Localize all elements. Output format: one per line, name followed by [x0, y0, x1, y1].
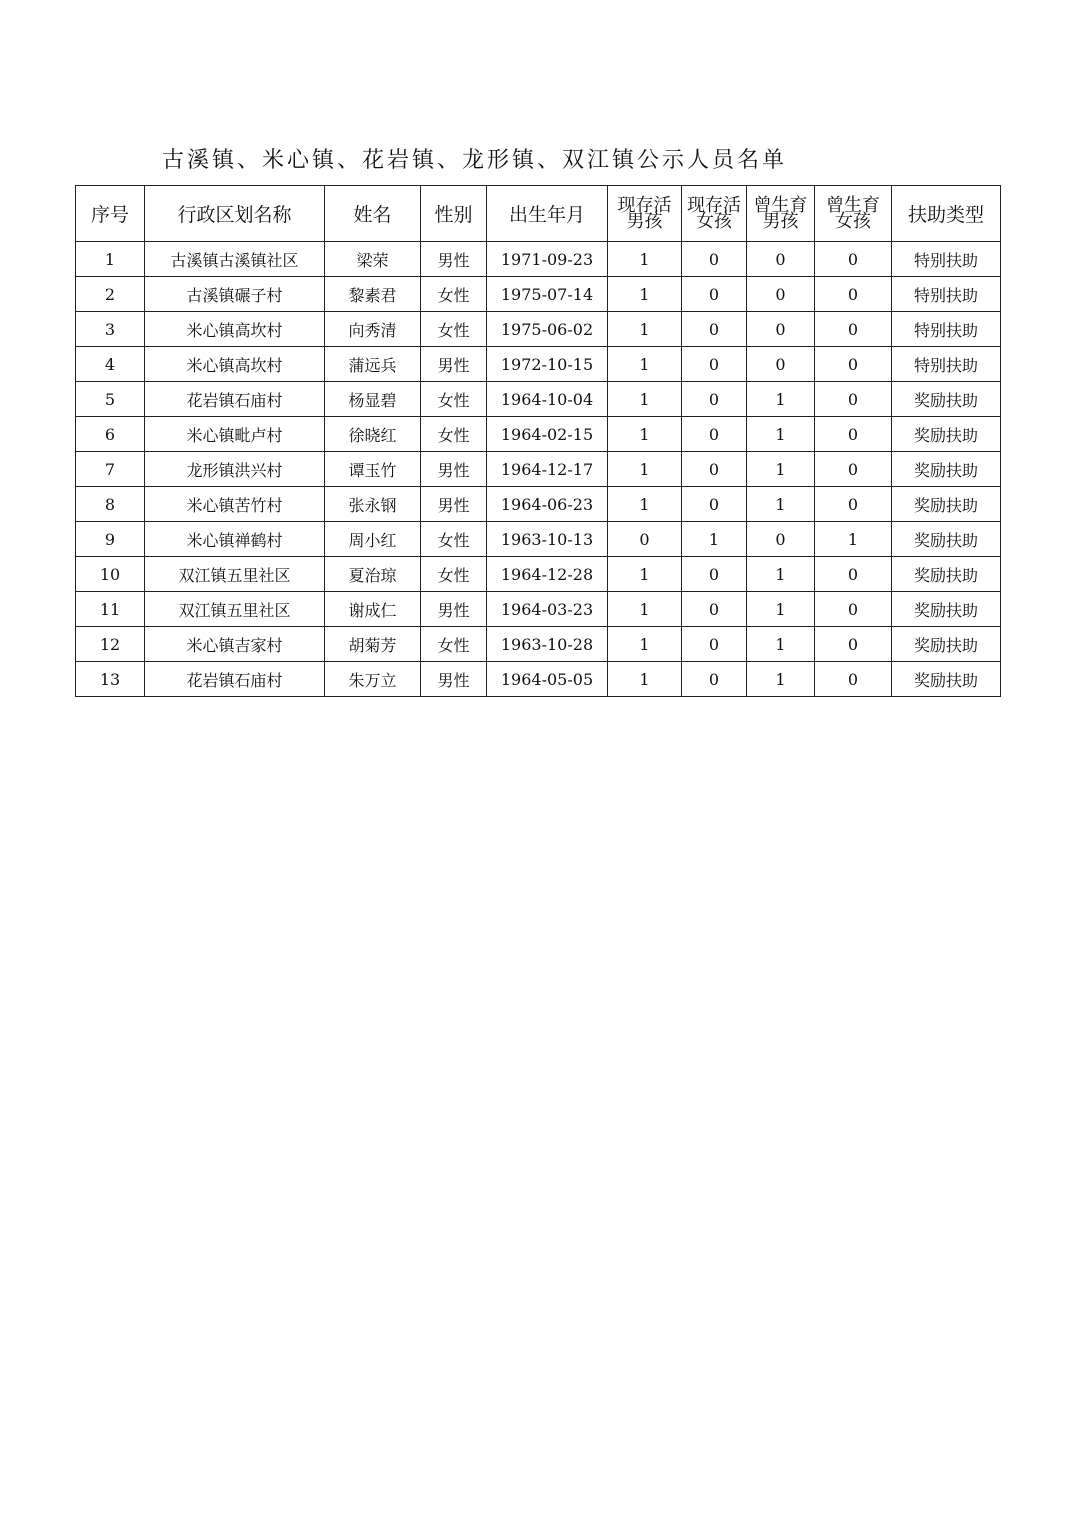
cell-name: 徐晓红: [325, 417, 421, 452]
cell-born-boys: 1: [747, 382, 815, 417]
table-row: [76, 452, 1001, 487]
cell-born-boys: 1: [747, 417, 815, 452]
cell-born-boys: 0: [747, 312, 815, 347]
cell-born-girls: 0: [815, 242, 892, 277]
cell-seq: 3: [76, 312, 145, 347]
table-row: [76, 522, 1001, 557]
cell-birth: 1975-06-02: [487, 312, 608, 347]
cell-born-girls: 0: [815, 277, 892, 312]
cell-name: 向秀清: [325, 312, 421, 347]
cell-born-girls: 0: [815, 662, 892, 697]
table-row: [76, 662, 1001, 697]
cell-born-boys: 0: [747, 277, 815, 312]
cell-born-girls: 0: [815, 417, 892, 452]
cell-seq: 4: [76, 347, 145, 382]
cell-name: 蒲远兵: [325, 347, 421, 382]
cell-living-boys: 1: [608, 277, 682, 312]
cell-living-boys: 1: [608, 347, 682, 382]
cell-born-girls: 0: [815, 627, 892, 662]
table-row: [76, 312, 1001, 347]
cell-born-girls: 0: [815, 557, 892, 592]
cell-born-boys: 1: [747, 592, 815, 627]
cell-name: 朱万立: [325, 662, 421, 697]
cell-living-boys: 1: [608, 312, 682, 347]
cell-name: 周小红: [325, 522, 421, 557]
cell-living-boys: 1: [608, 242, 682, 277]
header-born-girls: 曾生育女孩: [815, 186, 892, 242]
cell-region: 双江镇五里社区: [145, 557, 325, 592]
cell-living-girls: 0: [682, 417, 747, 452]
roster-table: [75, 185, 1001, 697]
cell-seq: 1: [76, 242, 145, 277]
cell-living-girls: 0: [682, 452, 747, 487]
cell-seq: 11: [76, 592, 145, 627]
roster-body: [76, 242, 1001, 697]
cell-living-boys: 1: [608, 592, 682, 627]
cell-name: 杨显碧: [325, 382, 421, 417]
cell-name: 梁荣: [325, 242, 421, 277]
cell-region: 米心镇禅鹤村: [145, 522, 325, 557]
cell-gender: 男性: [421, 662, 487, 697]
cell-living-girls: 0: [682, 662, 747, 697]
cell-aid-type: 奖励扶助: [892, 382, 1001, 417]
cell-birth: 1963-10-13: [487, 522, 608, 557]
cell-gender: 女性: [421, 382, 487, 417]
cell-gender: 男性: [421, 242, 487, 277]
cell-born-boys: 1: [747, 627, 815, 662]
cell-living-boys: 0: [608, 522, 682, 557]
cell-aid-type: 奖励扶助: [892, 417, 1001, 452]
cell-born-girls: 0: [815, 382, 892, 417]
cell-seq: 9: [76, 522, 145, 557]
cell-born-boys: 1: [747, 487, 815, 522]
cell-born-girls: 0: [815, 452, 892, 487]
header-region: 行政区划名称: [145, 186, 325, 242]
cell-name: 胡菊芳: [325, 627, 421, 662]
cell-born-boys: 0: [747, 242, 815, 277]
header-born-boys: 曾生育男孩: [747, 186, 815, 242]
cell-living-girls: 0: [682, 557, 747, 592]
cell-birth: 1963-10-28: [487, 627, 608, 662]
cell-region: 龙形镇洪兴村: [145, 452, 325, 487]
cell-region: 双江镇五里社区: [145, 592, 325, 627]
cell-aid-type: 奖励扶助: [892, 452, 1001, 487]
cell-seq: 6: [76, 417, 145, 452]
header-living-boys: 现存活男孩: [608, 186, 682, 242]
cell-region: 古溪镇古溪镇社区: [145, 242, 325, 277]
cell-birth: 1964-05-05: [487, 662, 608, 697]
header-gender: 性别: [421, 186, 487, 242]
cell-region: 米心镇高坎村: [145, 347, 325, 382]
cell-living-boys: 1: [608, 557, 682, 592]
cell-gender: 女性: [421, 277, 487, 312]
cell-region: 古溪镇碾子村: [145, 277, 325, 312]
table-row: [76, 592, 1001, 627]
table-row: [76, 487, 1001, 522]
table-row: [76, 417, 1001, 452]
table-row: [76, 382, 1001, 417]
cell-aid-type: 奖励扶助: [892, 592, 1001, 627]
cell-aid-type: 特别扶助: [892, 242, 1001, 277]
cell-living-girls: 0: [682, 487, 747, 522]
cell-seq: 12: [76, 627, 145, 662]
cell-living-boys: 1: [608, 627, 682, 662]
cell-born-girls: 0: [815, 487, 892, 522]
cell-birth: 1964-02-15: [487, 417, 608, 452]
header-birth: 出生年月: [487, 186, 608, 242]
cell-born-girls: 0: [815, 592, 892, 627]
cell-gender: 男性: [421, 592, 487, 627]
cell-born-boys: 1: [747, 452, 815, 487]
cell-born-boys: 0: [747, 522, 815, 557]
header-living-girls: 现存活女孩: [682, 186, 747, 242]
table-row: [76, 627, 1001, 662]
cell-born-girls: 1: [815, 522, 892, 557]
cell-seq: 10: [76, 557, 145, 592]
cell-birth: 1975-07-14: [487, 277, 608, 312]
cell-gender: 女性: [421, 417, 487, 452]
cell-living-boys: 1: [608, 417, 682, 452]
cell-born-boys: 1: [747, 662, 815, 697]
header-aid-type: 扶助类型: [892, 186, 1001, 242]
cell-region: 花岩镇石庙村: [145, 662, 325, 697]
cell-aid-type: 特别扶助: [892, 277, 1001, 312]
cell-aid-type: 奖励扶助: [892, 487, 1001, 522]
cell-living-girls: 0: [682, 592, 747, 627]
cell-aid-type: 特别扶助: [892, 312, 1001, 347]
cell-gender: 男性: [421, 487, 487, 522]
cell-region: 米心镇吉家村: [145, 627, 325, 662]
cell-gender: 女性: [421, 557, 487, 592]
cell-name: 谭玉竹: [325, 452, 421, 487]
cell-aid-type: 奖励扶助: [892, 522, 1001, 557]
cell-region: 米心镇毗卢村: [145, 417, 325, 452]
cell-birth: 1971-09-23: [487, 242, 608, 277]
cell-living-boys: 1: [608, 382, 682, 417]
cell-living-boys: 1: [608, 487, 682, 522]
cell-living-girls: 0: [682, 242, 747, 277]
cell-seq: 5: [76, 382, 145, 417]
header-seq: 序号: [76, 186, 145, 242]
table-row: [76, 277, 1001, 312]
cell-name: 谢成仁: [325, 592, 421, 627]
table-row: [76, 557, 1001, 592]
cell-aid-type: 特别扶助: [892, 347, 1001, 382]
cell-birth: 1964-10-04: [487, 382, 608, 417]
cell-seq: 8: [76, 487, 145, 522]
cell-name: 黎素君: [325, 277, 421, 312]
page-title: 古溪镇、米心镇、花岩镇、龙形镇、双江镇公示人员名单: [162, 148, 788, 173]
cell-birth: 1964-12-17: [487, 452, 608, 487]
cell-living-girls: 0: [682, 277, 747, 312]
cell-name: 夏治琼: [325, 557, 421, 592]
cell-birth: 1964-03-23: [487, 592, 608, 627]
cell-living-girls: 0: [682, 382, 747, 417]
cell-living-girls: 0: [682, 347, 747, 382]
cell-gender: 女性: [421, 627, 487, 662]
cell-birth: 1964-12-28: [487, 557, 608, 592]
cell-region: 米心镇高坎村: [145, 312, 325, 347]
cell-birth: 1972-10-15: [487, 347, 608, 382]
header-name: 姓名: [325, 186, 421, 242]
cell-living-girls: 0: [682, 312, 747, 347]
cell-seq: 7: [76, 452, 145, 487]
cell-born-boys: 1: [747, 557, 815, 592]
cell-aid-type: 奖励扶助: [892, 627, 1001, 662]
cell-seq: 13: [76, 662, 145, 697]
cell-gender: 男性: [421, 347, 487, 382]
cell-born-girls: 0: [815, 312, 892, 347]
cell-born-boys: 0: [747, 347, 815, 382]
header-row: [76, 186, 1001, 242]
cell-seq: 2: [76, 277, 145, 312]
cell-living-boys: 1: [608, 452, 682, 487]
table-row: [76, 242, 1001, 277]
cell-gender: 女性: [421, 522, 487, 557]
cell-region: 花岩镇石庙村: [145, 382, 325, 417]
cell-living-boys: 1: [608, 662, 682, 697]
cell-birth: 1964-06-23: [487, 487, 608, 522]
cell-aid-type: 奖励扶助: [892, 557, 1001, 592]
cell-name: 张永钢: [325, 487, 421, 522]
table-row: [76, 347, 1001, 382]
cell-born-girls: 0: [815, 347, 892, 382]
cell-gender: 女性: [421, 312, 487, 347]
cell-living-girls: 0: [682, 627, 747, 662]
cell-living-girls: 1: [682, 522, 747, 557]
cell-aid-type: 奖励扶助: [892, 662, 1001, 697]
cell-gender: 男性: [421, 452, 487, 487]
cell-region: 米心镇苦竹村: [145, 487, 325, 522]
